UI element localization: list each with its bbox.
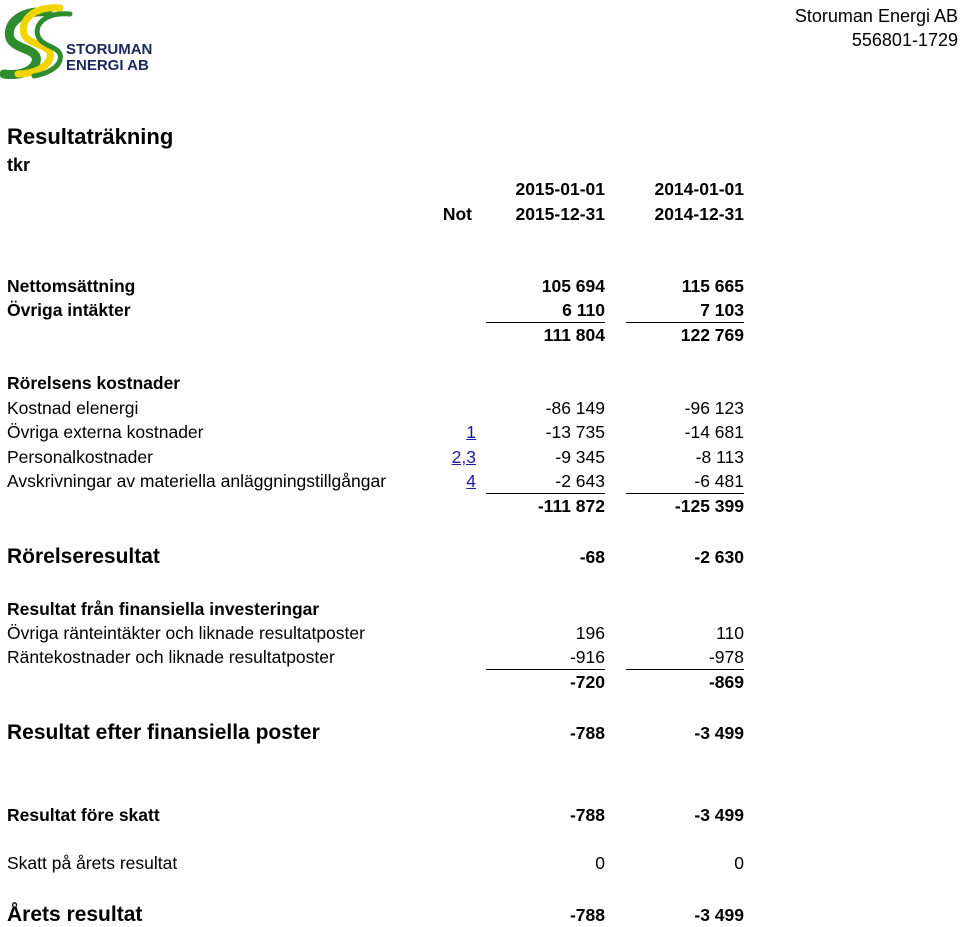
table-row: [0, 274, 960, 298]
col2-to: 2014-12-31: [654, 204, 744, 224]
row-label: Övriga externa kostnader: [7, 422, 204, 442]
value-2015: -720: [569, 672, 605, 692]
value-2014: -3 499: [694, 723, 744, 743]
value-2015: -111 872: [537, 496, 605, 516]
value-2015: 0: [595, 853, 605, 873]
total-row: [0, 721, 960, 745]
row-label: Övriga ränteintäkter och liknade resultatposter: [7, 623, 365, 643]
row-label: Årets resultat: [7, 903, 143, 926]
value-2015: -68: [579, 547, 605, 567]
row-label: Resultat från finansiella investeringar: [7, 599, 320, 619]
value-2014: -2 630: [694, 547, 744, 567]
table-row: [0, 298, 960, 322]
logo-text-line2: ENERGI AB: [66, 57, 149, 74]
table-row: [0, 396, 960, 420]
value-2014: -14 681: [684, 422, 744, 442]
total-row: [0, 903, 960, 927]
note-link[interactable]: 4: [466, 471, 476, 491]
row-label: Kostnad elenergi: [7, 398, 139, 418]
table-row: [0, 621, 960, 645]
row-label: Resultat före skatt: [7, 805, 160, 825]
value-2015: -9 345: [555, 447, 605, 467]
note-link[interactable]: 2,3: [451, 447, 476, 467]
section-heading: [0, 371, 960, 395]
section-heading: [0, 597, 960, 621]
value-2015: 6 110: [486, 298, 605, 323]
company-info: [795, 4, 958, 52]
value-2015: -13 735: [545, 422, 605, 442]
row-label: Avskrivningar av materiella anläggningstillgångar: [7, 471, 387, 491]
note-column-header: Not: [442, 204, 472, 224]
row-label: Skatt på årets resultat: [7, 853, 178, 873]
row-label: Rörelseresultat: [7, 545, 160, 568]
company-name: Storuman Energi AB: [794, 6, 958, 26]
row-label: Nettomsättning: [7, 276, 136, 296]
value-2015: -916: [486, 645, 605, 670]
table-row: [0, 645, 960, 669]
row-label: Rörelsens kostnader: [7, 373, 181, 393]
value-2014: 7 103: [626, 298, 744, 323]
note-link[interactable]: 1: [466, 422, 476, 442]
row-label: Övriga intäkter: [7, 300, 131, 320]
value-2014: 122 769: [680, 325, 744, 345]
value-2015: -86 149: [545, 398, 605, 418]
value-2014: 0: [734, 853, 744, 873]
value-2015: 196: [575, 623, 605, 643]
value-2014: -8 113: [695, 447, 744, 467]
subtotal-row: [0, 670, 960, 694]
column-header-from: [0, 177, 960, 201]
subtotal-row: [0, 494, 960, 518]
value-2014: 115 665: [681, 276, 744, 296]
value-2014: -869: [708, 672, 744, 692]
value-2014: -3 499: [694, 905, 744, 925]
org-number: 556801-1729: [851, 30, 958, 50]
value-2014: -6 481: [626, 469, 744, 494]
value-2014: -96 123: [684, 398, 744, 418]
value-2015: -788: [569, 723, 605, 743]
total-row: [0, 803, 960, 827]
row-label: Resultat efter finansiella poster: [7, 721, 320, 744]
value-2015: -788: [569, 805, 605, 825]
storuman-logo-icon: [0, 4, 168, 84]
value-2015: -788: [569, 905, 605, 925]
unit-label: tkr: [7, 155, 31, 175]
page-title: Resultaträkning: [7, 124, 174, 149]
table-row: [0, 851, 960, 875]
company-logo: [0, 4, 168, 84]
value-2015: -2 643: [486, 469, 605, 494]
subtotal-row: [0, 323, 960, 347]
table-row: [0, 445, 960, 469]
logo-text-line1: STORUMAN: [66, 41, 153, 58]
row-label: Personalkostnader: [7, 447, 153, 467]
column-header-to: [0, 202, 960, 226]
col2-from: 2014-01-01: [654, 179, 744, 199]
total-row: [0, 545, 960, 569]
value-2014: -3 499: [694, 805, 744, 825]
value-2015: 111 804: [543, 325, 605, 345]
value-2014: -125 399: [674, 496, 744, 516]
table-row: [0, 469, 960, 493]
col1-to: 2015-12-31: [515, 204, 605, 224]
row-label: Räntekostnader och liknade resultatposter: [7, 647, 335, 667]
value-2014: 110: [716, 623, 744, 643]
value-2015: 105 694: [541, 276, 605, 296]
col1-from: 2015-01-01: [515, 179, 605, 199]
table-row: [0, 420, 960, 444]
value-2014: -978: [626, 645, 744, 670]
